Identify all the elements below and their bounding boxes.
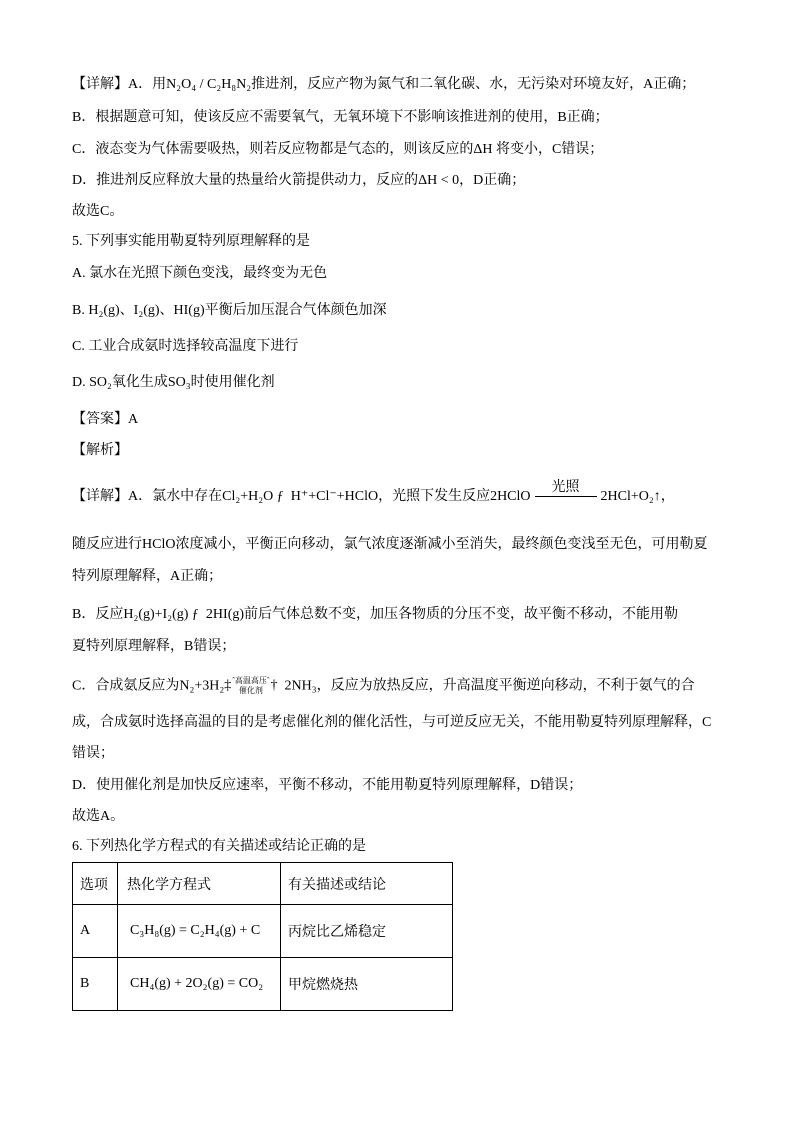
table-header-row xyxy=(73,863,453,905)
q5-option-c: C. 工业合成氨时选择较高温度下进行 xyxy=(72,339,299,354)
q5-detail-c-after: 2NH₃，反应为放热反应，升高温度平衡逆向移动，不利于氨气的合 xyxy=(277,678,695,694)
table-cell-option xyxy=(73,905,118,958)
q5-stem: 5. 下列事实能用勒夏特列原理解释的是 xyxy=(72,234,310,249)
condition-catalyst: 催化剂 xyxy=(238,686,263,695)
cell-text: CH₄(g) + 2O₂(g) = CO₂ xyxy=(130,976,264,991)
condition-high-temp-pressure: ˆ高温高压ˆ xyxy=(232,676,270,685)
q5-conclusion: 故选A。 xyxy=(72,809,125,824)
table-cell-description xyxy=(281,958,453,1011)
q5-detail-a-after: 2HCl+O₂↑， xyxy=(600,489,675,504)
q5-detail-d: D．使用催化剂是加快反应速率，平衡不移动，不能用勒夏特列原理解释，D错误； xyxy=(72,778,583,793)
header-option xyxy=(73,863,118,905)
q5-option-a: A. 氯水在光照下颜色变浅，最终变为无色 xyxy=(72,266,328,281)
reversible-arrow-with-conditions xyxy=(224,676,277,696)
q5-analysis-label: 【解析】 xyxy=(72,443,128,458)
q6-stem: 6. 下列热化学方程式的有关描述或结论正确的是 xyxy=(72,839,366,854)
table-row xyxy=(73,958,453,1011)
reaction-condition-arrow xyxy=(535,480,597,497)
cell-text: 丙烷比乙烯稳定 xyxy=(288,925,386,940)
header-equation-text: 热化学方程式 xyxy=(127,877,211,893)
table-cell-option xyxy=(73,958,118,1011)
header-description-text: 有关描述或结论 xyxy=(288,877,386,893)
q5-detail-c-before: C．合成氨反应为N₂+3H₂ xyxy=(72,678,225,694)
reaction-conditions-stack xyxy=(232,676,269,696)
cell-text: 甲烷燃烧热 xyxy=(288,978,358,993)
q5-detail-a-line3: 特列原理解释，A正确； xyxy=(72,569,223,584)
q6-table xyxy=(72,862,453,1011)
q5-option-b: B. H₂(g)、I₂(g)、HI(g)平衡后加压混合气体颜色加深 xyxy=(72,303,387,318)
cell-text: B xyxy=(80,976,90,991)
table-row xyxy=(73,905,453,958)
q5-detail-c-line2: 成，合成氨时选择高温的目的是考虑催化剂的催化活性，与可逆反应无关，不能用勒夏特列原理解释，C xyxy=(72,715,712,730)
cell-text: A xyxy=(80,923,91,938)
q5-detail-b-line1: B．反应H₂(g)+I₂(g) ƒ 2HI(g)前后气体总数不变，加压各物质的分压不变，故平衡不移动，不能用勒 xyxy=(72,607,679,622)
cell-text: C₃H₈(g) = C₂H₄(g) + C xyxy=(130,923,261,938)
q4-conclusion: 故选C。 xyxy=(72,204,124,219)
q5-option-d: D. SO₂氧化生成SO₃时使用催化剂 xyxy=(72,375,275,390)
table-cell-equation xyxy=(118,905,281,958)
reversible-arrow-right: † xyxy=(270,678,278,693)
q5-detail-a-line1 xyxy=(72,480,675,507)
q4-detail-c: C．液态变为气体需要吸热，则若反应物都是气态的，则该反应的ΔH 将变小，C错误； xyxy=(72,142,604,157)
header-description xyxy=(281,863,453,905)
q5-detail-b-line2: 夏特列原理解释，B错误； xyxy=(72,639,236,654)
header-option-text: 选项 xyxy=(80,877,108,893)
header-equation xyxy=(118,863,281,905)
q5-detail-c-line3: 错误； xyxy=(72,746,114,761)
reaction-condition-light: 光照 xyxy=(551,480,580,496)
table-cell-equation xyxy=(118,958,281,1011)
reversible-arrow-left: ‡ xyxy=(224,678,232,693)
q5-answer: 【答案】A xyxy=(72,412,139,427)
q4-detail-a: 【详解】A．用N₂O₄ / C₂H₈N₂推进剂，反应产物为氮气和二氧化碳、水，无污染对环境友好，A正确； xyxy=(72,77,696,92)
q5-detail-a-line2: 随反应进行HClO浓度减小，平衡正向移动，氯气浓度逐渐减小至消失，最终颜色变浅至无色，可用勒夏 xyxy=(72,537,708,552)
q4-detail-b: B．根据题意可知，使该反应不需要氧气，无氧环境下不影响该推进剂的使用，B正确； xyxy=(72,110,609,125)
q5-detail-a-before: 【详解】A．氯水中存在Cl₂+H₂O ƒ H⁺+Cl⁻+HClO，光照下发生反应2HClO xyxy=(72,489,531,504)
table-cell-description xyxy=(281,905,453,958)
q5-detail-c-line1 xyxy=(72,676,695,696)
q4-detail-d: D．推进剂反应释放大量的热量给火箭提供动力，反应的ΔH < 0，D正确； xyxy=(72,173,526,188)
